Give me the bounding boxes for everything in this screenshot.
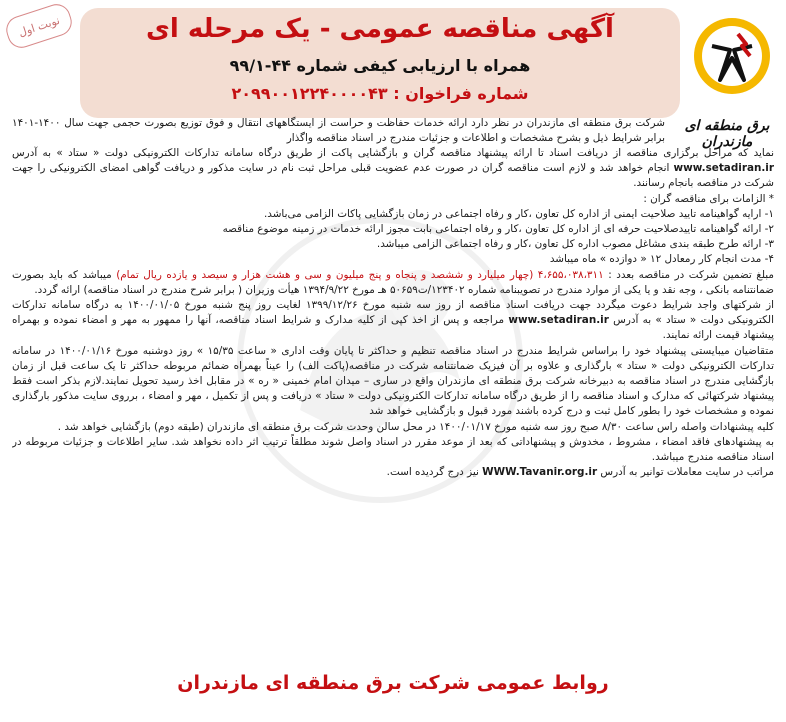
- intro-paragraph-b: [12, 146, 774, 192]
- setadiran-link-2[interactable]: www.setadiran.ir: [508, 314, 609, 327]
- invitation-text-1: از شرکتهای واجد شرایط دعوت میگردد جهت دریافت اسناد مناقصه از روز سه شنبه مورخ ۱۳۹۹/۱۲/۲۶ لغایت روز پنج شنبه مورخ ۱۴۰۰/۰۱/۰۵ به درگاه سامانه تدارکات الکترونیکی دولت « ستاد » به آدرس: [12, 299, 774, 327]
- notice-subtitle: همراه با ارزیابی کیفی شماره ۴۴-۹۹/۱: [229, 56, 531, 75]
- requirements-title: * الزامات برای مناقصه گران :: [643, 192, 774, 205]
- tavanir-text-2: نیز درج گردیده است.: [386, 466, 479, 479]
- notice-body: [12, 146, 774, 666]
- guarantee-label: مبلغ تضمین شرکت در مناقصه بعدد :: [608, 268, 774, 281]
- notice-title: آگهی مناقصه عمومی - یک مرحله ای: [146, 14, 614, 44]
- call-number: شماره فراخوان : ۲۰۹۹۰۰۱۲۲۴۰۰۰۰۴۳: [231, 84, 529, 103]
- brand-name: برق منطقه ای مازندران: [684, 118, 770, 150]
- intro-text-2: انجام خواهد شد و لازم است مناقصه گران در صورت عدم عضویت قبلی مراحل ثبت نام در سایت مذکور و دریافت گواهی امضای الکترونیکی را جهت شرکت در مناقصه بانجام رسانند.: [12, 162, 774, 190]
- requirement-item: ۱- ارایه گواهینامه تایید صلاحیت ایمنی از اداره کل تعاون ،کار و رفاه اجتماعی در زمان بازگشایی پاکات الزامی می‌باشد.: [263, 207, 774, 220]
- edition-stamp-text: نوبت اول: [16, 13, 62, 39]
- requirement-item: ۴- مدت انجام کار رمعادل ۱۲ « دوازده » ماه میباشد: [549, 253, 774, 266]
- requirement-item: ۳- ارائه طرح طبقه بندی مشاغل مصوب اداره کل تعاون ،کار و رفاه اجتماعی الزامی میباشد.: [376, 238, 774, 251]
- submission-paragraph: متقاضیان میبایستی پیشنهاد خود را براساس شرایط مندرج در اسناد مناقصه تنظیم و حداکثر تا پایان وقت اداری « ساعت ۱۵/۳۵ » روز دوشنبه مورخ ۱۴۰۰/۰۱/۱۶ در سامانه تدارکات الکترونیکی دولت « ستاد » بارگذاری و علاوه بر آن فیزیک ضمانتنامه شرکت در مناقصه(پاکت الف) را عیناً بهمراه ضمائم مربوطه حداکثر تا یک ساعت قبل از زمان بازگشایی مندرج در اسناد مناقصه به دبیرخانه شرکت برق منطقه ای مازندران واقع در ساری – میدان امام خمینی « ره » در مقابل اخذ رسید تحویل نمایند.لازم بذکر است فقط پیشنهاد شرکتهائی که مدارک و اسناد مناقصه را از طریق درگاه سامانه تدارکات الکترونیکی دولت « ستاد » دریافت و پس از تکمیل ، مهر و امضاء ، برروی سایت مذکور بارگذاری نموده و مشخصات خود را بطور کامل ثبت و درج کرده باشند مورد قبول و بازگشایی خواهد شد: [12, 344, 774, 418]
- footer-signature: روابط عمومی شرکت برق منطقه ای مازندران: [177, 672, 609, 694]
- tavanir-paragraph: [12, 465, 774, 480]
- setadiran-link[interactable]: www.setadiran.ir: [673, 162, 774, 175]
- invitation-text-2: مراجعه و پس از اخذ کپی از کلیه مدارک و شرایط اسناد مناقصه، آنها را ممهور به مهر و امضاء نموده و بهمراه پیشنهاد قیمت ارائه نمایند.: [12, 314, 774, 342]
- invitation-paragraph: [12, 298, 774, 344]
- rejection-paragraph: به پیشنهادهای فاقد امضاء ، مشروط ، مخدوش و پیشنهاداتی که بعد از موعد مقرر در اسناد واصل شوند مطلقاً ترتیب اثر داده نخواهد شد. سایر اطلاعات و جزئیات مربوطه در اسناد مناقصه مندرج میباشد.: [12, 435, 774, 464]
- guarantee-amount: ۴،۶۵۵،۰۳۸،۳۱۱ (چهار میلیارد و ششصد و پنجاه و پنج میلیون و سی و هشت هزار و سیصد و یازده ریال تمام): [116, 268, 604, 281]
- edition-stamp: [3, 1, 76, 52]
- requirement-item: ۲- ارائه گواهینامه تاییدصلاحیت حرفه ای از اداره کل تعاون ،کار و رفاه اجتماعی بابت مجوز ارائه خدمات در زمینه موضوع مناقصه: [222, 223, 774, 236]
- opening-paragraph: کلیه پیشنهادات واصله راس ساعت ۸/۳۰ صبح روز سه شنبه مورخ ۱۴۰۰/۰۱/۱۷ در محل سالن وحدت شرکت برق منطقه ای مازندران (طبقه دوم) بازگشایی خواهد شد .: [57, 420, 774, 433]
- tavanir-link[interactable]: WWW.Tavanir.org.ir: [482, 466, 598, 479]
- guarantee-text: میباشد که باید بصورت ضمانتنامه بانکی ، وجه نقد و یا یکی از موارد مندرج در تصویبنامه شماره ۱۲۳۴۰۲/ت۵۰۶۵۹ هـ مورخ ۱۳۹۴/۹/۲۲ هیأت وزیران ( برابر شرح مندرج در اسناد مناقصه) ارائه گردد.: [12, 268, 774, 296]
- intro-paragraph-a: شرکت برق منطقه ای مازندران در نظر دارد ارائه خدمات حفاظت و حراست از ایستگاههای انتقال و فوق توزیع بصورت حجمی جهت سال ۱۴۰۰-۱۴۰۱ برابر شرایط ذیل و بشرح مشخصات و اطلاعات و جزئیات مندرج در اسناد مناقصه واگذار: [12, 117, 665, 145]
- intro-text-1: نماید که مراحل برگزاری مناقصه از دریافت اسناد تا ارائه پیشنهاد مناقصه گران و بازگشایی پاکت از طریق درگاه سامانه تدارکات الکترونیکی دولت « ستاد » به آدرس: [12, 147, 774, 159]
- power-tower-logo-icon: [690, 14, 774, 98]
- tavanir-text-1: مراتب در سایت معاملات توانیر به آدرس: [600, 466, 774, 479]
- guarantee-paragraph: [12, 268, 774, 298]
